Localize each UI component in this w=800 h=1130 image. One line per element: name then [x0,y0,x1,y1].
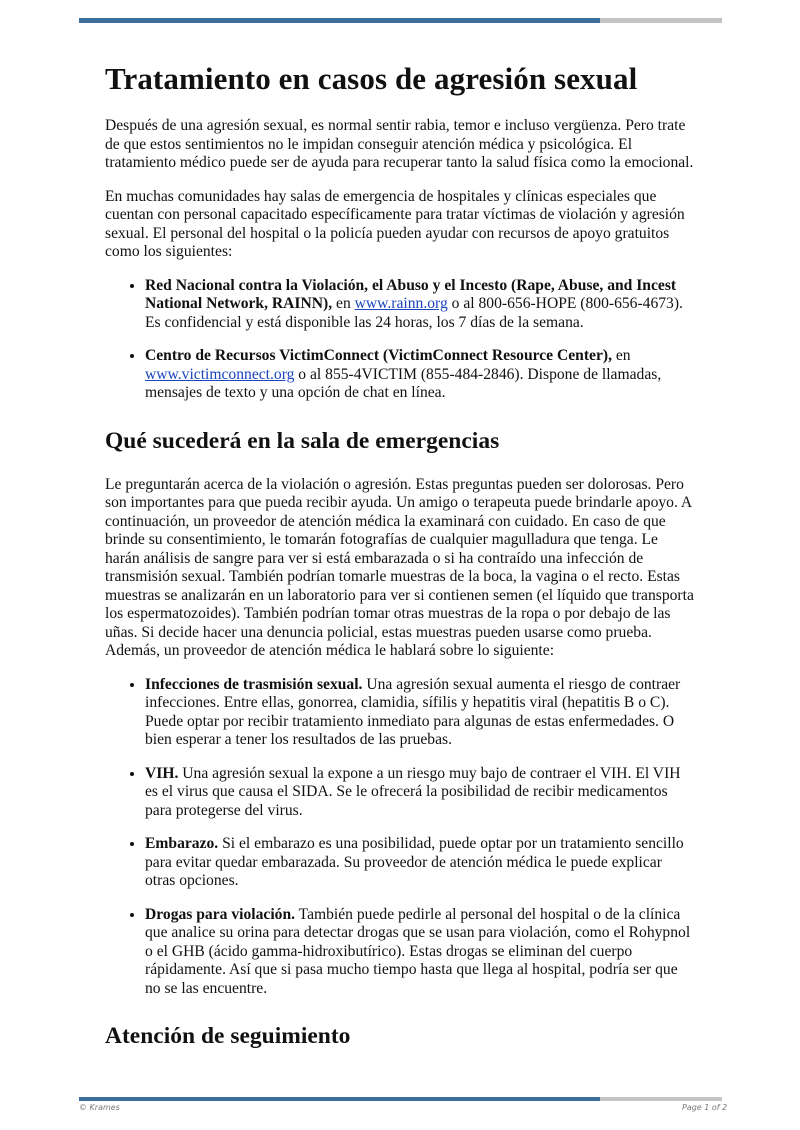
resource-pre: en [611,347,631,365]
section-heading-followup: Atención de seguimiento [105,1023,351,1050]
resource-name: Red Nacional contra la Violación, el Abuso y el Incesto (Rape, Abuse, and Incest National Network, RAINN), [145,276,677,313]
page-title: Tratamiento en casos de agresión sexual [105,61,638,96]
resource-item-rainn [145,277,695,333]
topic-item-pregnancy [145,835,695,891]
footer-bar [79,1097,722,1101]
footer-page-number: Page 1 of 2 [682,1103,728,1112]
header-bar-accent [79,18,600,23]
resource-details: o al 800-656-HOPE (800-656-4673). Es confidencial y está disponible las 24 horas, los 7 días de la semana. [145,295,683,331]
footer-copyright: © Krames [79,1103,120,1112]
topic-term: VIH. [145,764,179,782]
victimconnect-link[interactable]: www.victimconnect.org [145,365,295,383]
intro-paragraph: Después de una agresión sexual, es normal sentir rabia, temor e incluso vergüenza. Pero trate de que estos sentimientos no le impidan conseguir atención médica y psicológica. El tratamiento médico puede ser de ayuda para recuperar tanto la salud física como la emocional. [105,117,694,172]
header-bar [79,18,722,23]
resource-name: Centro de Recursos VictimConnect (VictimConnect Resource Center), [145,347,612,365]
resource-details: o al 855-4VICTIM (855-484-2846). Dispone de llamadas, mensajes de texto y una opción de chat en línea. [145,365,662,402]
section-heading-emergency: Qué sucederá en la sala de emergencias [105,427,500,454]
header-bar-track [600,18,722,23]
topic-term: Infecciones de trasmisión sexual. [145,675,363,693]
footer-bar-accent [79,1097,600,1101]
resource-pre: en [332,295,355,313]
topic-text: También puede pedirle al personal del hospital o de la clínica que analice su orina para detectar drogas que se usan para violación, como el Rohypnol o el GHB (ácido gamma-hidroxibutírico). Estas drogas se eliminan del cuerpo rápidamente. Así que si pasa mucho tiempo hasta que llega al hospital, podría ser que no se las encuentre. [145,905,691,997]
topic-item-hiv [145,765,695,821]
article [105,52,695,1072]
topic-term: Drogas para violación. [145,905,296,923]
emergency-paragraph: Le preguntarán acerca de la violación o agresión. Estas preguntas pueden ser dolorosas. Pero son importantes para que pueda recibir ayuda. Un amigo o terapeuta puede brindarle apoyo. A continuación, un proveedor de atención médica la examinará con cuidado. En caso de que brinde su consentimiento, le tomarán fotografías de cualquier magulladura que tenga. Le harán análisis de sangre para ver si está embarazada o si ha contraído una infección de transmisión sexual. También podrían tomarle muestras de la boca, la vagina o el recto. Estas muestras se analizarán en un laboratorio para ver si contienen semen (el líquido que transporta los espermatozoides). También podrían tomar otras muestras de la ropa o por debajo de las uñas. Si decide hacer una denuncia policial, estas muestras pueden usarse como prueba. Además, un proveedor de atención médica le hablará sobre lo siguiente: [105,475,694,660]
topic-text: Una agresión sexual aumenta el riesgo de contraer infecciones. Entre ellas, gonorrea, clamidia, sífilis y hepatitis viral (hepatitis B o C). Puede optar por recibir tratamiento inmediato para algunas de estas enfermedades. O bien esperar a tener los resultados de las pruebas. [145,675,681,749]
intro-paragraph: En muchas comunidades hay salas de emergencia de hospitales y clínicas especiales que cuentan con personal capacitado específicamente para tratar víctimas de violación y agresión sexual. El personal del hospital o la policía pueden ayudar con recursos de apoyo gratuitos como los siguientes: [105,187,685,261]
topic-text: Una agresión sexual la expone a un riesgo muy bajo de contraer el VIH. El VIH es el virus que causa el SIDA. Se le ofrecerá la posibilidad de recibir medicamentos para protegerse del virus. [145,764,681,819]
topic-item-rape-drugs [145,906,695,999]
footer-bar-track [600,1097,722,1101]
rainn-link[interactable]: www.rainn.org [354,295,448,313]
topic-text: Si el embarazo es una posibilidad, puede optar por un tratamiento sencillo para evitar quedar embarazada. Su proveedor de atención médica le puede explicar otras opciones. [145,835,684,890]
topic-item-sti [145,676,695,750]
topic-term: Embarazo. [145,835,219,853]
resource-item-victimconnect [145,347,695,403]
topics-list [105,676,695,999]
resources-list [105,277,695,403]
